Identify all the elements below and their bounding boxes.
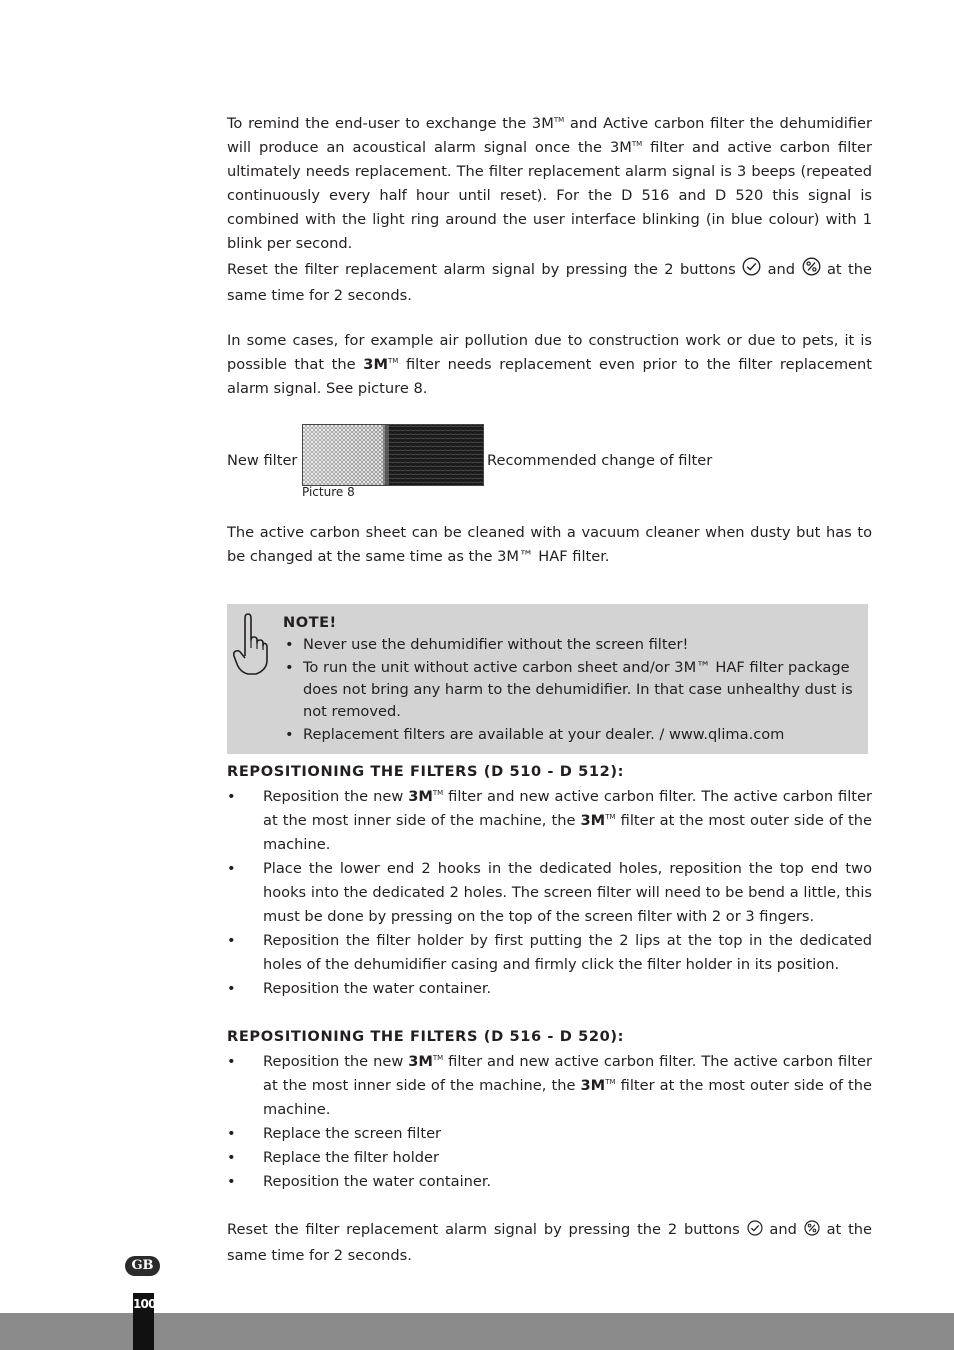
humidity-button-icon (804, 1220, 820, 1244)
list-item (227, 1050, 872, 1122)
brand-text: 3M (408, 788, 433, 805)
text-span: filter and new active carbon filter. The active carbon filter at the most inner side of the machine, the (263, 1053, 873, 1094)
picture-caption: Picture 8 (302, 485, 355, 499)
trademark: TM (605, 1078, 616, 1086)
text-span: at the same time for 2 seconds. (227, 261, 873, 304)
text-span: filter and new active carbon filter. The active carbon filter at the most inner side of the machine, the (263, 788, 873, 829)
text-span: and Active carbon filter the dehumidifier will produce an acoustical alarm signal once the 3M (227, 115, 872, 156)
humidity-button-icon (802, 257, 821, 284)
list-item: • Reposition the water container. (227, 977, 872, 1001)
text-span: Reset the filter replacement alarm signal by pressing the 2 buttons (227, 261, 736, 278)
list-item: • Replace the filter holder (227, 1146, 872, 1170)
pollution-paragraph (227, 329, 872, 401)
section-heading-d510: REPOSITIONING THE FILTERS (D 510 - D 512): (227, 763, 625, 780)
text-span: filter at the most outer side of the machine. (263, 812, 872, 853)
section1-list (227, 785, 872, 1001)
list-item: • Replace the screen filter (227, 1122, 872, 1146)
brand-text: 3M (408, 1053, 433, 1070)
page-number: 100 (133, 1297, 156, 1311)
list-item (227, 785, 872, 857)
check-button-icon (747, 1220, 763, 1244)
text-span: filter at the most outer side of the machine. (263, 1077, 872, 1118)
text-span: To remind the end-user to exchange the 3M (227, 115, 554, 132)
trademark: TM (605, 813, 616, 821)
carbon-sheet-paragraph: The active carbon sheet can be cleaned with a vacuum cleaner when dusty but has to be changed at the same time as the 3M™ HAF filter. (227, 524, 872, 565)
section-heading-d516: REPOSITIONING THE FILTERS (D 516 - D 520): (227, 1028, 625, 1045)
section2-list (227, 1050, 872, 1194)
check-button-icon (742, 257, 761, 284)
pointing-hand-icon (232, 612, 268, 682)
trademark: TM (432, 1054, 444, 1062)
text-span: at the same time for 2 seconds. (227, 1221, 873, 1264)
trademark: TM (631, 140, 643, 148)
brand-text: 3M (363, 356, 388, 373)
new-filter-label: New filter (227, 452, 298, 469)
text-span: Reposition the new (263, 788, 404, 805)
text-span: and (769, 1221, 797, 1238)
note-item: • To run the unit without active carbon sheet and/or 3M™ HAF filter package does not bring any harm to the dehumidifier. In that case unhealthy dust is not removed. (283, 657, 853, 723)
text-span: Reset the filter replacement alarm signal by pressing the 2 buttons (227, 1221, 740, 1238)
trademark: TM (553, 116, 565, 124)
reset-paragraph-2 (227, 1218, 872, 1268)
note-item: • Never use the dehumidifier without the screen filter! (283, 634, 853, 656)
filter-comparison-image (302, 424, 484, 486)
text-span: and (767, 261, 796, 278)
text-span: In some cases, for example air pollution due to construction work or due to pets, it is possible that the (227, 332, 872, 373)
intro-paragraph (227, 112, 872, 256)
note-box (227, 604, 868, 754)
text-span: filter and active carbon filter ultimately needs replacement. The filter replacement alarm signal is 3 beeps (repeated continuously every half hour until reset). For the D 516 and D 520 this signal is combined with the light ring around the user interface blinking (in blue colour) with 1 blink per second. (227, 139, 872, 252)
text-span: Reposition the new (263, 1053, 404, 1070)
list-item: • Reposition the filter holder by first putting the 2 lips at the top in the dedicated holes of the dehumidifier casing and firmly click the filter holder in its position. (227, 929, 872, 977)
note-title: NOTE! (283, 614, 337, 631)
brand-text: 3M (580, 1077, 606, 1094)
trademark: TM (387, 357, 399, 365)
recommended-change-label: Recommended change of filter (487, 452, 713, 469)
list-item: • Place the lower end 2 hooks in the dedicated holes, reposition the top end two hooks into the dedicated 2 holes. The screen filter will need to be bend a little, this must be done by pressing on the top of the screen filter with 2 or 3 fingers. (227, 857, 872, 929)
note-list (283, 634, 853, 747)
text-span: filter needs replacement even prior to the filter replacement alarm signal. See picture 8. (227, 356, 872, 397)
trademark: TM (432, 789, 444, 797)
brand-text: 3M (580, 812, 606, 829)
language-badge: GB (125, 1256, 160, 1276)
reset-paragraph (227, 257, 872, 308)
list-item: • Reposition the water container. (227, 1170, 872, 1194)
note-item: • Replacement filters are available at your dealer. / www.qlima.com (283, 724, 853, 746)
